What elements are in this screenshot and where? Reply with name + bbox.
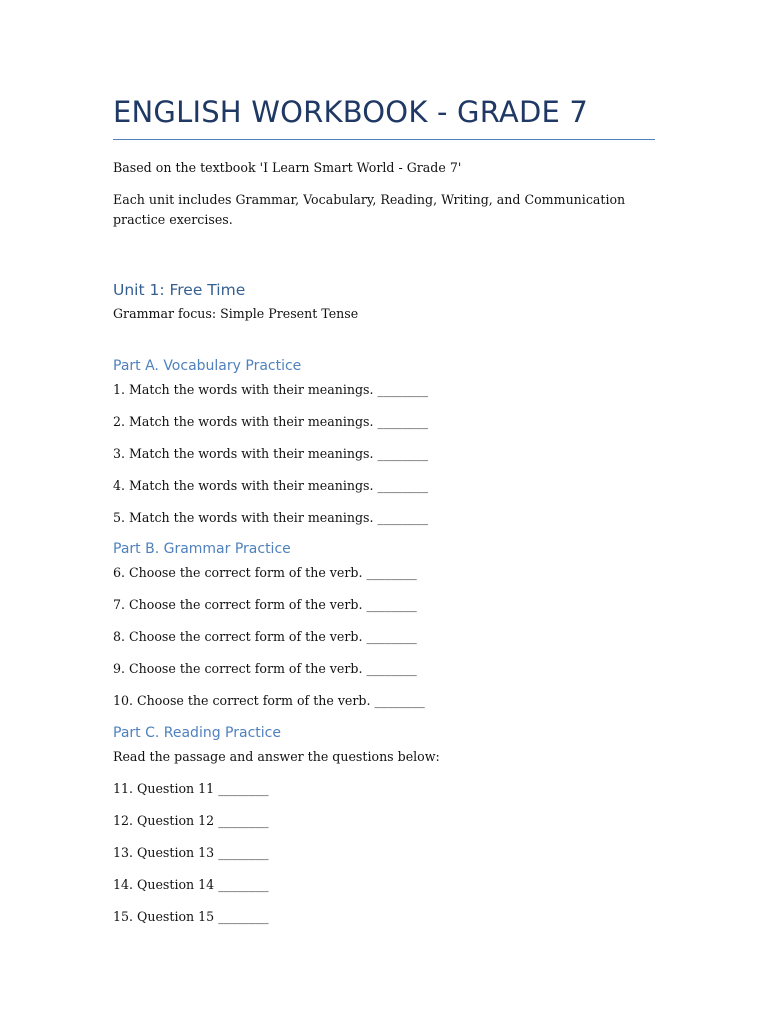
exercise-item: 4. Match the words with their meanings. ________ (113, 478, 428, 493)
intro-description: Each unit includes Grammar, Vocabulary, Reading, Writing, and Communication practice exercises. (113, 192, 626, 227)
exercise-item: 6. Choose the correct form of the verb. ________ (113, 565, 417, 580)
unit-heading: Unit 1: Free Time (113, 281, 246, 299)
exercise-item: 10. Choose the correct form of the verb. ________ (113, 693, 425, 708)
exercise-item: 7. Choose the correct form of the verb. ________ (113, 597, 417, 612)
question-item: 13. Question 13 ________ (113, 845, 269, 860)
question-item: 14. Question 14 ________ (113, 877, 269, 892)
document-title: ENGLISH WORKBOOK - GRADE 7 (113, 95, 589, 129)
part-b-heading: Part B. Grammar Practice (113, 541, 291, 557)
question-item: 12. Question 12 ________ (113, 813, 269, 828)
grammar-focus: Grammar focus: Simple Present Tense (113, 306, 359, 321)
exercise-item: 5. Match the words with their meanings. ________ (113, 510, 428, 525)
exercise-item: 9. Choose the correct form of the verb. ________ (113, 661, 417, 676)
exercise-item: 1. Match the words with their meanings. ________ (113, 382, 428, 397)
question-item: 11. Question 11 ________ (113, 781, 269, 796)
part-c-heading: Part C. Reading Practice (113, 725, 281, 741)
question-item: 15. Question 15 ________ (113, 909, 269, 924)
exercise-item: 2. Match the words with their meanings. ________ (113, 414, 428, 429)
exercise-item: 3. Match the words with their meanings. ________ (113, 446, 428, 461)
title-underline (113, 139, 655, 140)
reading-instruction: Read the passage and answer the questions below: (113, 749, 440, 764)
part-a-heading: Part A. Vocabulary Practice (113, 358, 302, 374)
exercise-item: 8. Choose the correct form of the verb. ________ (113, 629, 417, 644)
intro-textbook-line: Based on the textbook 'I Learn Smart World - Grade 7' (113, 160, 462, 175)
